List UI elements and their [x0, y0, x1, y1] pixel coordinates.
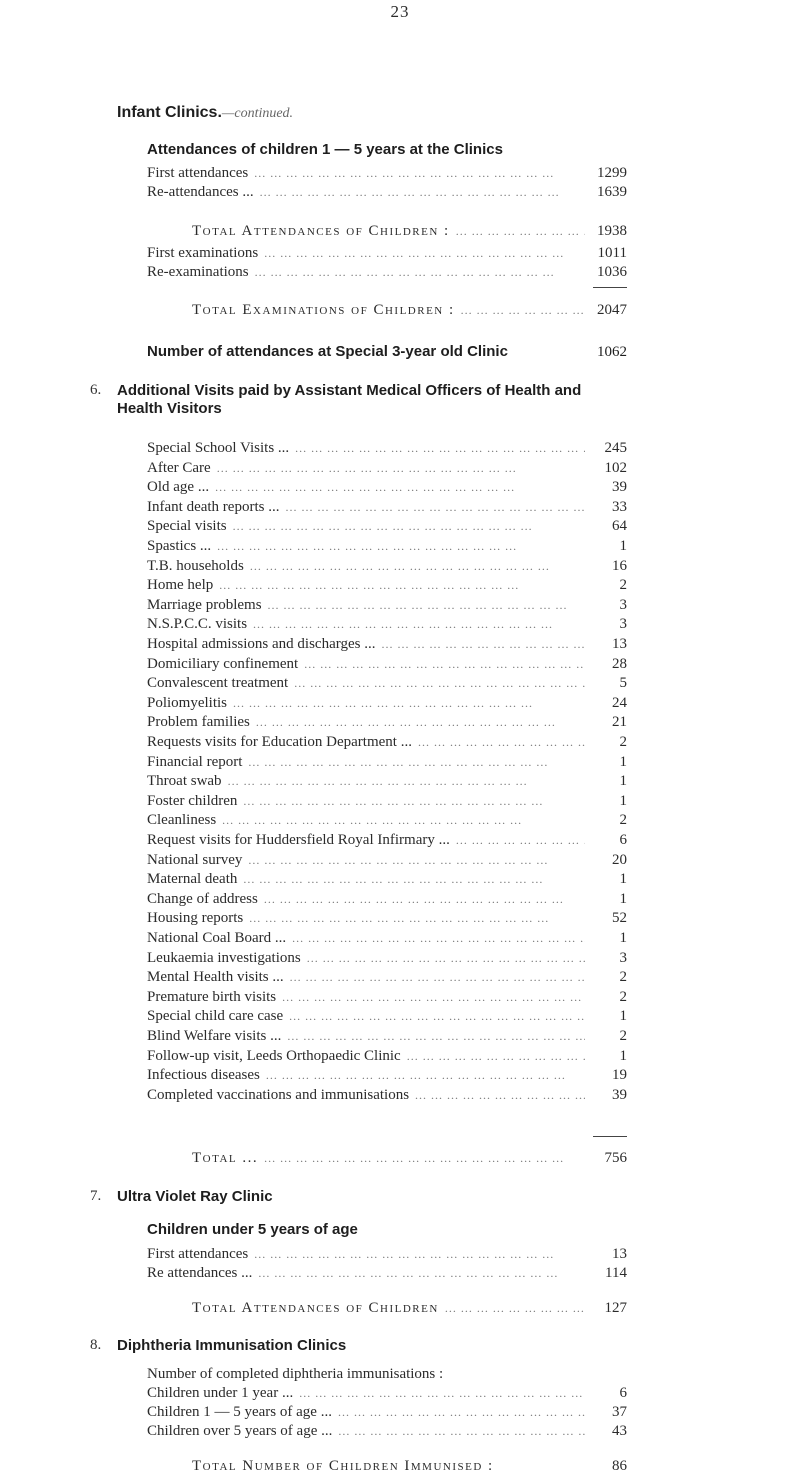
table-row: Children under 1 year ... ... 6: [147, 1383, 627, 1403]
table-row: Leukaemia investigations ... 3: [147, 948, 627, 968]
table-row: N.S.P.C.C. visits ... 3: [147, 614, 627, 634]
section-6-title-line1: Additional Visits paid by Assistant Medical Officers of Health and: [117, 382, 582, 399]
section-8-total-row: Total Number of Children Immunised : 86: [192, 1458, 627, 1474]
table-row: Special visits ... 64: [147, 516, 627, 536]
table-row: Requests visits for Education Department ... ... 2: [147, 732, 627, 752]
page-number: 23: [390, 2, 410, 21]
table-row: Infant death reports ... ... 33: [147, 497, 627, 517]
table-row: Cleanliness ... 2: [147, 810, 627, 830]
section-8-title: Diphtheria Immunisation Clinics: [117, 1337, 347, 1354]
table-row: Children over 5 years of age ... ... 43: [147, 1421, 627, 1441]
table-row: Old age ... ... 39: [147, 477, 627, 497]
section-6-total-row: Total ... ... 756: [192, 1148, 627, 1168]
sum-rule: [593, 1136, 627, 1137]
table-row: Completed vaccinations and immunisations ... 39: [147, 1085, 627, 1105]
table-row: Re attendances ... ... 114: [147, 1263, 627, 1283]
table-row: National survey ... 20: [147, 850, 627, 870]
table-row: Financial report ... 1: [147, 752, 627, 772]
table-row: Change of address ... 1: [147, 889, 627, 909]
table-row: T.B. households ... 16: [147, 556, 627, 576]
section-7-subtitle: Children under 5 years of age: [147, 1221, 358, 1238]
table-row: National Coal Board ... ... 1: [147, 928, 627, 948]
table-row: Children 1 — 5 years of age ... ... 37: [147, 1402, 627, 1422]
total-attendances-row: Total Attendances of Children : ... 1938: [192, 221, 627, 241]
section-7-title: Ultra Violet Ray Clinic: [117, 1188, 273, 1205]
table-row: Convalescent treatment ... 5: [147, 673, 627, 693]
table-row: Spastics ... ... 1: [147, 536, 627, 556]
infant-clinics-heading: [117, 104, 293, 122]
table-row: Housing reports ... 52: [147, 908, 627, 928]
table-row: Mental Health visits ... ... 2: [147, 967, 627, 987]
table-row: Re-attendances ... ... 1639: [147, 182, 627, 202]
table-row: Infectious diseases ... 19: [147, 1065, 627, 1085]
special-clinic-row: Number of attendances at Special 3-year old Clinic 1062: [147, 343, 627, 360]
table-row: Re-examinations ... 1036: [147, 262, 627, 282]
table-row: Home help ... 2: [147, 575, 627, 595]
section-8-intro: Number of completed diphtheria immunisations :: [147, 1366, 444, 1382]
table-row: First attendances ... 1299: [147, 163, 627, 183]
section-6-title-line2: Health Visitors: [117, 400, 222, 417]
table-row: First examinations ... 1011: [147, 243, 627, 263]
table-row: Hospital admissions and discharges ... ... 13: [147, 634, 627, 654]
table-row: Throat swab ... 1: [147, 771, 627, 791]
table-row: Domiciliary confinement ... 28: [147, 654, 627, 674]
table-row: Blind Welfare visits ... ... 2: [147, 1026, 627, 1046]
table-row: Poliomyelitis ... 24: [147, 693, 627, 713]
sum-rule: [593, 287, 627, 288]
section-7-number: 7.: [90, 1188, 102, 1204]
section-8-number: 8.: [90, 1337, 102, 1353]
table-row: After Care ... 102: [147, 458, 627, 478]
table-row: Premature birth visits ... 2: [147, 987, 627, 1007]
table-row: Problem families ... 21: [147, 712, 627, 732]
table-row: Foster children ... 1: [147, 791, 627, 811]
continued-label: —continued.: [221, 106, 294, 121]
table-row: Request visits for Huddersfield Royal Infirmary ... ... 6: [147, 830, 627, 850]
table-row: Maternal death ... 1: [147, 869, 627, 889]
section-6-number: 6.: [90, 382, 102, 398]
total-examinations-row: Total Examinations of Children : ... 2047: [192, 300, 627, 320]
table-row: Follow-up visit, Leeds Orthopaedic Clinic ... 1: [147, 1046, 627, 1066]
table-row: First attendances ... 13: [147, 1244, 627, 1264]
table-row: Special School Visits ... ... 245: [147, 438, 627, 458]
table-row: Special child care case ... 1: [147, 1006, 627, 1026]
infant-clinics-title: Infant Clinics.: [117, 104, 222, 121]
attendances-subheading: Attendances of children 1 — 5 years at the Clinics: [147, 141, 503, 158]
table-row: Marriage problems ... 3: [147, 595, 627, 615]
section-7-total-row: Total Attendances of Children ... 127: [192, 1298, 627, 1318]
